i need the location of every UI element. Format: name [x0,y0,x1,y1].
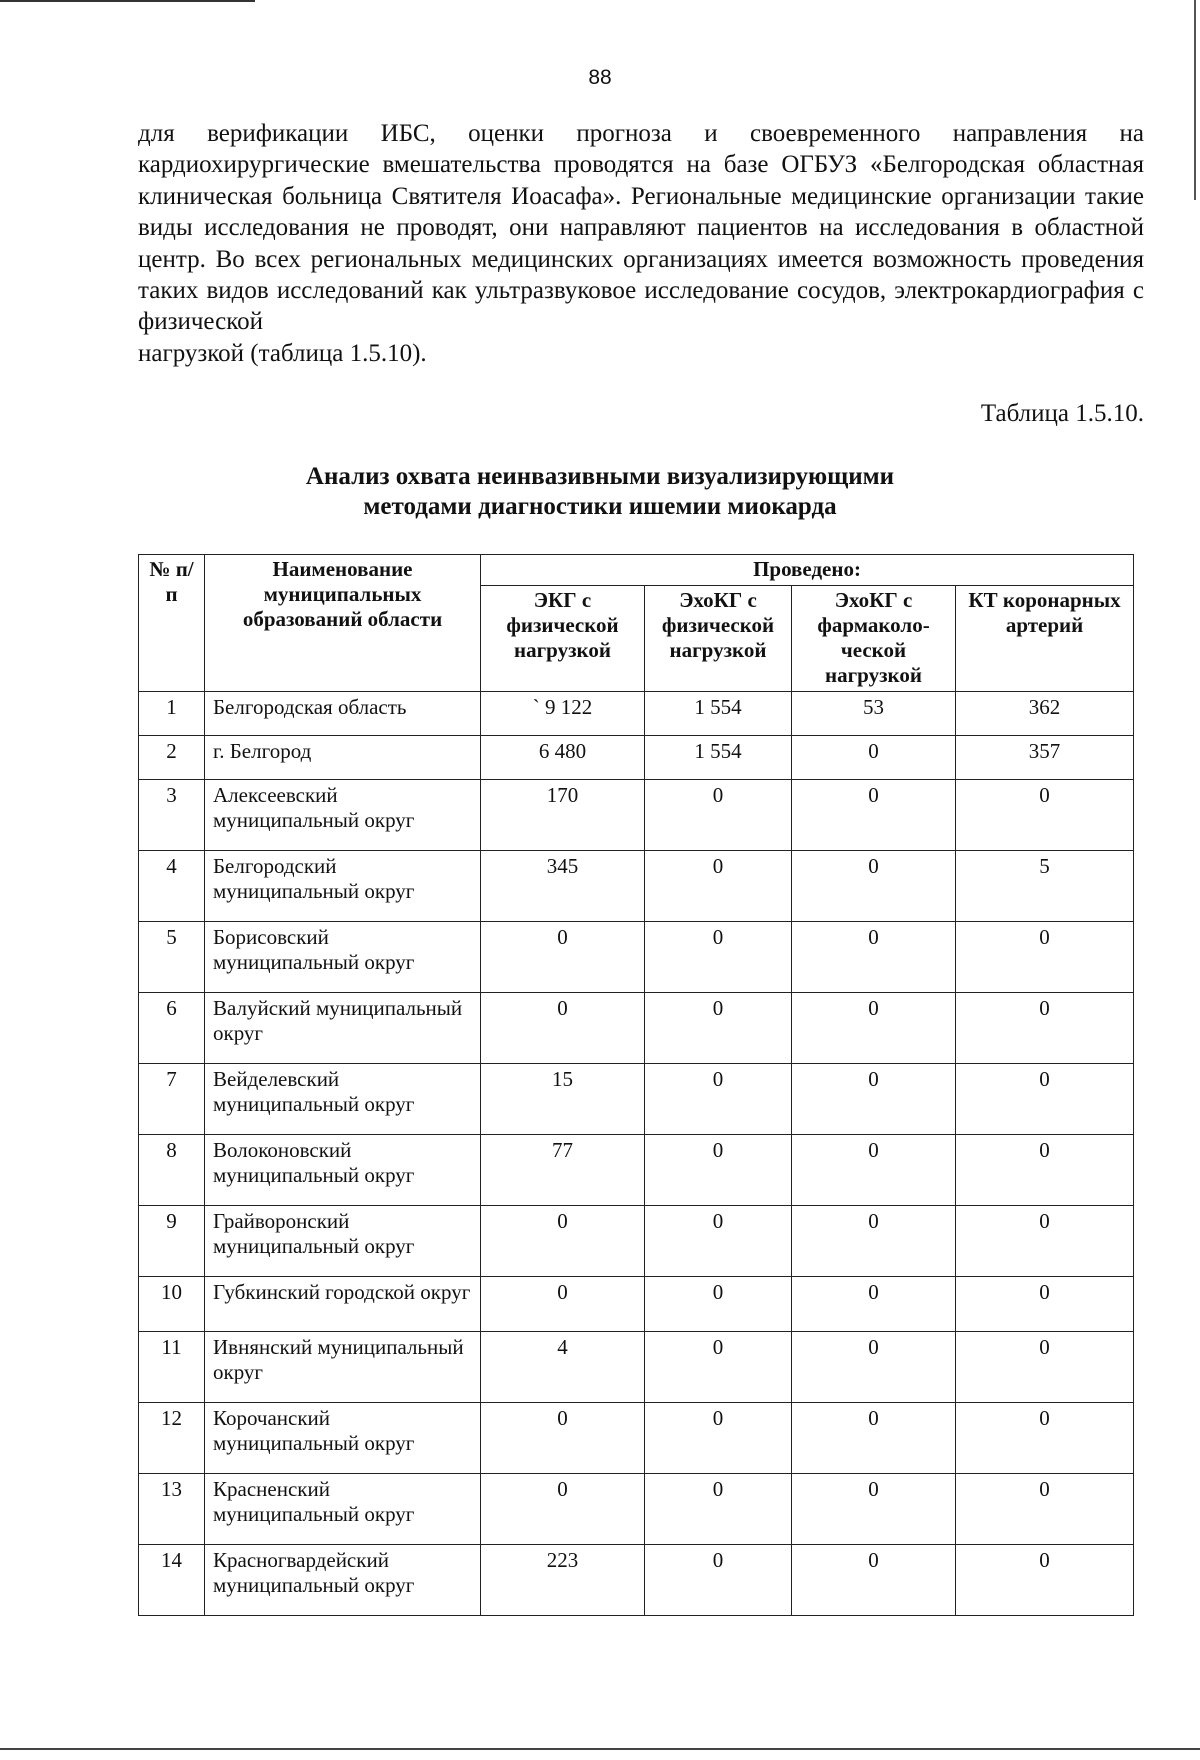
row-name: Грайворонский муниципальный округ [205,1206,481,1277]
row-echo-stress: 0 [645,1135,792,1206]
row-ct: 0 [956,993,1134,1064]
row-echo-pharm: 0 [792,1135,956,1206]
row-number: 12 [139,1403,205,1474]
row-echo-pharm: 0 [792,1545,956,1616]
row-number: 8 [139,1135,205,1206]
row-number: 5 [139,922,205,993]
table-row [139,692,1134,736]
row-echo-pharm: 0 [792,922,956,993]
header-municipality: Наименование муниципальных образований области [205,555,481,692]
row-name: Красногвардейский муниципальный округ [205,1545,481,1616]
row-ct: 0 [956,1545,1134,1616]
row-ecg: 0 [481,1277,645,1332]
page-number: 88 [588,66,612,89]
row-ecg: 0 [481,922,645,993]
table-caption: Таблица 1.5.10. [980,400,1144,427]
row-number: 13 [139,1474,205,1545]
row-name: Валуйский муниципальный округ [205,993,481,1064]
row-ct: 0 [956,922,1134,993]
row-echo-pharm: 53 [792,692,956,736]
body-paragraph-last-line: нагрузкой (таблица 1.5.10). [138,339,427,367]
row-ct: 5 [956,851,1134,922]
table-row [139,851,1134,922]
row-ecg: ` 9 122 [481,692,645,736]
body-paragraph-text: для верификации ИБС, оценки прогноза и своевременного направления на кардиохирургические вмешательства проводятся на базе ОГБУЗ «Белгородская областная клиническая больница Святителя Иоасафа». Региональные медицинские организации такие виды исследования не проводят, они направляют пациентов на исследования в областной центр. Во всех региональных медицинских организациях имеется возможность проведения таких видов исследований как ультразвуковое исследование сосудов, электрокардиография с физической [138,120,1144,336]
row-ct: 0 [956,1064,1134,1135]
right-border-line [1194,0,1196,200]
row-echo-pharm: 0 [792,736,956,780]
table-row [139,1545,1134,1616]
row-number: 10 [139,1277,205,1332]
body-paragraph [138,118,1144,369]
row-name: Белгородский муниципальный округ [205,851,481,922]
row-name: Губкинский городской округ [205,1277,481,1332]
row-ct: 0 [956,1474,1134,1545]
row-ecg: 223 [481,1545,645,1616]
row-number: 4 [139,851,205,922]
header-ecg-stress: ЭКГ с физической нагрузкой [481,586,645,692]
row-echo-stress: 0 [645,1206,792,1277]
row-echo-pharm: 0 [792,1403,956,1474]
table-row [139,993,1134,1064]
table-row [139,736,1134,780]
row-ecg: 6 480 [481,736,645,780]
row-ct: 0 [956,1135,1134,1206]
row-name: г. Белгород [205,736,481,780]
row-ecg: 77 [481,1135,645,1206]
header-echo-pharm: ЭхоКГ с фармаколо-ческой нагрузкой [792,586,956,692]
row-echo-pharm: 0 [792,1332,956,1403]
table-row [139,922,1134,993]
table-row [139,1403,1134,1474]
top-border-line [0,0,255,2]
row-ecg: 4 [481,1332,645,1403]
row-ecg: 170 [481,780,645,851]
row-number: 1 [139,692,205,736]
row-name: Ивнянский муниципальный округ [205,1332,481,1403]
row-echo-pharm: 0 [792,851,956,922]
row-name: Алексеевский муниципальный округ [205,780,481,851]
row-ecg: 15 [481,1064,645,1135]
row-number: 3 [139,780,205,851]
table-row [139,1277,1134,1332]
row-ct: 0 [956,1332,1134,1403]
row-echo-stress: 0 [645,851,792,922]
header-ct-coronary: КТ коронарных артерий [956,586,1134,692]
bottom-border-line [0,1748,1200,1750]
row-echo-pharm: 0 [792,1277,956,1332]
table-title-line-1: Анализ охвата неинвазивными визуализирующими [305,463,895,490]
data-table [138,554,1134,1616]
header-number: № п/п [139,555,205,692]
row-name: Вейделевский муниципальный округ [205,1064,481,1135]
row-ecg: 0 [481,1474,645,1545]
row-echo-stress: 0 [645,1403,792,1474]
row-echo-stress: 0 [645,1545,792,1616]
row-ct: 362 [956,692,1134,736]
row-ecg: 0 [481,1206,645,1277]
row-echo-pharm: 0 [792,1206,956,1277]
table-title [0,462,1200,522]
row-name: Корочанский муниципальный округ [205,1403,481,1474]
row-number: 11 [139,1332,205,1403]
row-echo-pharm: 0 [792,993,956,1064]
row-ct: 0 [956,780,1134,851]
row-echo-stress: 0 [645,1277,792,1332]
row-number: 6 [139,993,205,1064]
table-row [139,780,1134,851]
table-row [139,1064,1134,1135]
row-number: 2 [139,736,205,780]
row-echo-pharm: 0 [792,780,956,851]
table-row [139,1206,1134,1277]
row-echo-stress: 0 [645,1474,792,1545]
row-name: Белгородская область [205,692,481,736]
table-title-line-2: методами диагностики ишемии миокарда [363,493,837,520]
row-echo-stress: 0 [645,1064,792,1135]
row-number: 14 [139,1545,205,1616]
row-echo-stress: 0 [645,922,792,993]
row-ecg: 345 [481,851,645,922]
table-row [139,1135,1134,1206]
header-echo-stress: ЭхоКГ с физической нагрузкой [645,586,792,692]
row-echo-pharm: 0 [792,1474,956,1545]
row-ct: 357 [956,736,1134,780]
row-echo-stress: 1 554 [645,736,792,780]
row-name: Красненский муниципальный округ [205,1474,481,1545]
row-echo-stress: 0 [645,780,792,851]
row-name: Борисовский муниципальный округ [205,922,481,993]
row-name: Волоконовский муниципальный округ [205,1135,481,1206]
table-row [139,1474,1134,1545]
row-ecg: 0 [481,1403,645,1474]
row-number: 7 [139,1064,205,1135]
header-performed: Проведено: [481,555,1134,586]
row-echo-stress: 0 [645,993,792,1064]
row-ct: 0 [956,1403,1134,1474]
row-ct: 0 [956,1206,1134,1277]
row-number: 9 [139,1206,205,1277]
table-row [139,1332,1134,1403]
row-echo-stress: 1 554 [645,692,792,736]
row-ecg: 0 [481,993,645,1064]
row-ct: 0 [956,1277,1134,1332]
row-echo-pharm: 0 [792,1064,956,1135]
row-echo-stress: 0 [645,1332,792,1403]
